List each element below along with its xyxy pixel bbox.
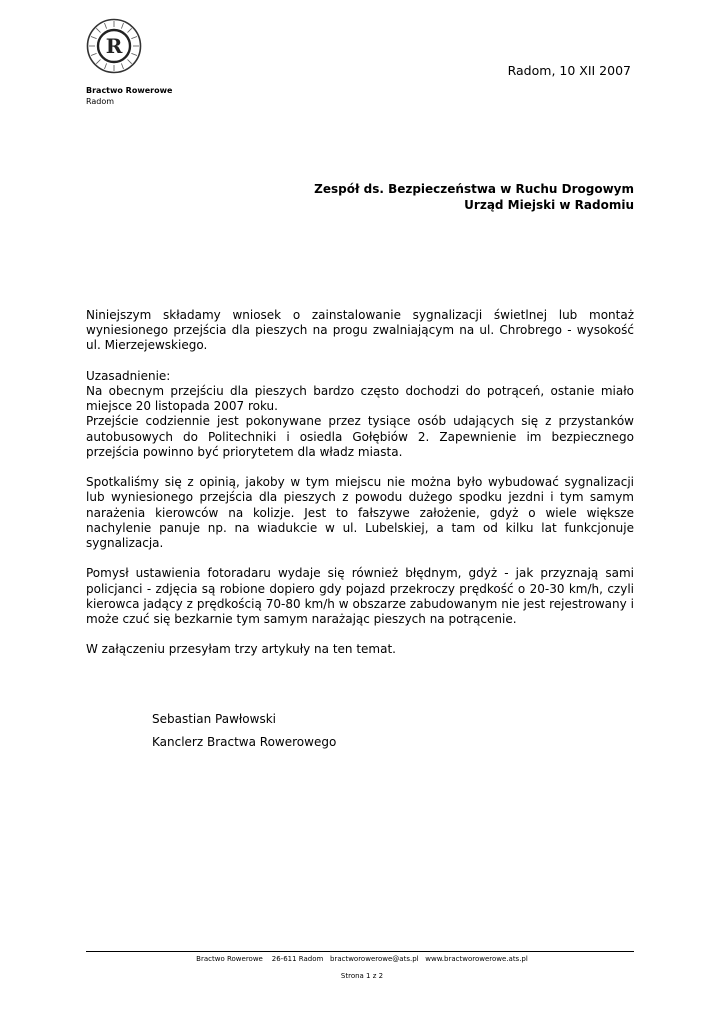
org-city: Radom xyxy=(86,97,115,106)
justification-text-a: Na obecnym przejściu dla pieszych bardzo często dochodzi do potrąceń, ostanie miało miejsce 20 listopada 2007 roku. xyxy=(86,384,634,414)
letter-date: Radom, 10 XII 2007 xyxy=(507,63,631,78)
paragraph-opinion: Spotkaliśmy się z opinią, jakoby w tym miejscu nie można było wybudować sygnalizacji lub wyniesionego przejścia dla pieszych z powodu dużego spodku jezdni i tym samym narażenia kierowców na kolizje. Jest to fałszywe założenie, gdyż o wiele większe nachylenie panuje np. na wiadukcie w ul. Lubelskiej, a tam od kilku lat funkcjonuje sygnalizacja. xyxy=(86,475,634,551)
letter-body xyxy=(86,308,634,673)
recipient-line-2: Urząd Miejski w Radomiu xyxy=(464,198,634,212)
recipient-block xyxy=(314,181,634,213)
logo-letter: R xyxy=(105,34,123,58)
page-number: Strona 1 z 2 xyxy=(340,972,384,980)
signature-title: Kanclerz Bractwa Rowerowego xyxy=(152,735,337,749)
signature-name: Sebastian Pawłowski xyxy=(152,712,277,726)
paragraph-justification xyxy=(86,369,634,460)
org-name: Bractwo Rowerowe xyxy=(86,86,173,95)
paragraph-attachment: W załączeniu przesyłam trzy artykuły na ten temat. xyxy=(86,642,396,657)
paragraph-speed-camera: Pomysł ustawienia fotoradaru wydaje się również błędnym, gdyż - jak przyznają sami policjanci - zdjęcia są robione dopiero gdy pojazd przekroczy prędkość o 20-30 km/h, czyli kierowca jadący z prędkością 70-80 km/h w obszarze zabudowanym nie jest rejestrowany i może czuć się bezkarnie tym samym narażając pieszych na potrącenie. xyxy=(86,566,634,627)
bractwo-rowerowe-logo xyxy=(86,18,142,74)
paragraph-request: Niniejszym składamy wniosek o zainstalowanie sygnalizacji świetlnej lub montaż wyniesionego przejścia dla pieszych na progu zwalniającym na ul. Chrobrego - wysokość ul. Mierzejewskiego. xyxy=(86,308,634,353)
footer-contact: Bractwo Rowerowe 26-611 Radom bractworowerowe@ats.pl www.bractworowerowe.ats.pl xyxy=(196,955,528,963)
justification-text-b: Przejście codziennie jest pokonywane przez tysiące osób udających się z przystanków autobusowych do Politechniki i osiedla Gołębiów 2. Zapewnienie im bezpiecznego przejścia powinno być priorytetem dla władz miasta. xyxy=(86,414,634,459)
recipient-line-1: Zespół ds. Bezpieczeństwa w Ruchu Drogowym xyxy=(314,182,634,196)
justification-heading: Uzasadnienie: xyxy=(86,368,171,383)
footer-divider xyxy=(86,951,634,952)
